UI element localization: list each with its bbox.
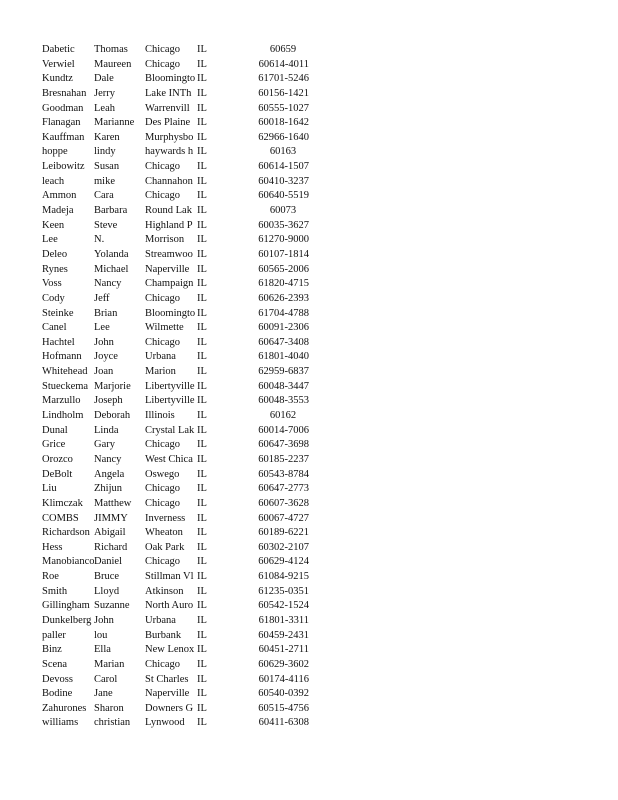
state-cell: IL — [197, 131, 207, 143]
last-name-cell: leach — [42, 175, 65, 187]
zip-cell: 60647-3698 — [258, 439, 309, 451]
last-name-cell: Marzullo — [42, 395, 81, 407]
city-cell: Naperville — [145, 688, 190, 700]
state-cell: IL — [197, 644, 207, 656]
zip-cell: 60647-2773 — [258, 483, 309, 495]
zip-cell: 60035-3627 — [258, 219, 309, 231]
last-name-cell: Hess — [42, 541, 63, 553]
zip-cell: 60163 — [269, 146, 297, 158]
state-cell: IL — [197, 556, 207, 568]
zip-cell: 60459-2431 — [258, 629, 309, 641]
city-cell: Oswego — [145, 468, 180, 480]
last-name-cell: DeBolt — [42, 468, 73, 480]
first-name-cell: Thomas — [94, 44, 128, 55]
city-cell: Urbana — [145, 351, 176, 363]
first-name-cell: Joyce — [94, 351, 118, 363]
zip-cell: 60629-4124 — [258, 556, 309, 568]
first-name-cell: Zhijun — [94, 483, 122, 495]
last-name-cell: Dabetic — [42, 44, 75, 55]
first-name-cell: Suzanne — [94, 600, 130, 612]
last-name-cell: Gillingham — [42, 600, 90, 612]
last-name-cell: Flanagan — [42, 117, 81, 129]
city-cell: Urbana — [145, 614, 176, 626]
first-name-cell: Jerry — [94, 87, 115, 99]
first-name-cell: Cara — [94, 190, 114, 202]
city-cell: Chicago — [145, 161, 180, 173]
last-name-cell: paller — [42, 629, 66, 641]
zip-cell: 60640-5519 — [258, 190, 309, 202]
state-cell: IL — [197, 117, 207, 129]
zip-cell: 61820-4715 — [258, 278, 309, 290]
first-name-cell: lou — [94, 629, 108, 641]
first-name-cell: Maureen — [94, 58, 132, 70]
city-cell: Champaign — [145, 278, 194, 290]
state-cell: IL — [197, 541, 207, 553]
state-cell: IL — [197, 161, 207, 173]
city-cell: haywards h — [145, 146, 194, 158]
last-name-cell: hoppe — [42, 146, 68, 158]
last-name-cell: Dunal — [42, 424, 68, 436]
zip-cell: 60543-8784 — [258, 468, 309, 480]
zip-cell: 60410-3237 — [258, 175, 309, 187]
first-name-cell: Michael — [94, 263, 129, 275]
state-cell: IL — [197, 190, 207, 202]
city-cell: Chicago — [145, 336, 180, 348]
city-cell: Chicago — [145, 556, 180, 568]
state-cell: IL — [197, 688, 207, 700]
last-name-cell: Verwiel — [42, 58, 75, 70]
city-cell: Stillman Vl — [145, 571, 194, 583]
first-name-cell: Steve — [94, 219, 118, 231]
state-cell: IL — [197, 483, 207, 495]
zip-cell: 60626-2393 — [258, 292, 309, 304]
last-name-cell: Liu — [42, 483, 57, 495]
last-name-cell: Goodman — [42, 102, 84, 114]
state-cell: IL — [197, 322, 207, 334]
zip-cell: 61270-9000 — [258, 234, 309, 246]
zip-cell: 61704-4788 — [258, 307, 309, 319]
city-cell: Streamwoo — [145, 248, 193, 260]
first-name-cell: Angela — [94, 468, 125, 480]
first-name-cell: Brian — [94, 307, 118, 319]
city-cell: Libertyville — [145, 395, 195, 407]
last-name-cell: Cody — [42, 292, 65, 304]
zip-cell: 60607-3628 — [258, 497, 309, 509]
first-name-cell: John — [94, 336, 114, 348]
first-name-cell: Marianne — [94, 117, 135, 129]
first-name-cell: Deborah — [94, 410, 131, 422]
zip-cell: 61801-4040 — [258, 351, 309, 363]
city-cell: Chicago — [145, 58, 180, 70]
zip-cell: 62959-6837 — [258, 366, 309, 378]
last-name-cell: Steinke — [42, 307, 74, 319]
zip-cell: 60048-3447 — [258, 380, 309, 392]
state-cell: IL — [197, 380, 207, 392]
state-cell: IL — [197, 234, 207, 246]
first-name-cell: Leah — [94, 102, 115, 114]
city-cell: North Auro — [145, 600, 194, 612]
state-cell: IL — [197, 205, 207, 217]
state-cell: IL — [197, 717, 207, 729]
state-cell: IL — [197, 702, 207, 714]
last-name-cell: COMBS — [42, 512, 79, 524]
last-name-cell: Stueckema — [42, 380, 89, 392]
last-name-cell: Zahurones — [42, 702, 87, 714]
city-cell: Burbank — [145, 629, 182, 641]
city-cell: Naperville — [145, 263, 190, 275]
zip-cell: 60629-3602 — [258, 658, 309, 670]
zip-cell: 60540-0392 — [258, 688, 309, 700]
first-name-cell: JIMMY — [94, 512, 128, 524]
last-name-cell: Keen — [42, 219, 65, 231]
zip-cell: 60189-6221 — [258, 527, 309, 539]
last-name-cell: Grice — [42, 439, 66, 451]
state-cell: IL — [197, 439, 207, 451]
first-name-cell: Abigail — [94, 527, 126, 539]
state-cell: IL — [197, 219, 207, 231]
zip-cell: 60647-3408 — [258, 336, 309, 348]
last-name-cell: Madeja — [42, 205, 74, 217]
last-name-cell: Bodine — [42, 688, 73, 700]
city-cell: Morrison — [145, 234, 185, 246]
state-cell: IL — [197, 278, 207, 290]
last-name-cell: Lindholm — [42, 410, 84, 422]
city-cell: New Lenox — [145, 644, 195, 656]
city-cell: Round Lak — [145, 205, 192, 217]
last-name-cell: Kundtz — [42, 73, 73, 85]
zip-cell: 60107-1814 — [258, 248, 309, 260]
first-name-cell: Matthew — [94, 497, 132, 509]
first-name-cell: Gary — [94, 439, 115, 451]
first-name-cell: mike — [94, 175, 115, 187]
state-cell: IL — [197, 512, 207, 524]
state-cell: IL — [197, 263, 207, 275]
zip-cell: 61084-9215 — [258, 571, 309, 583]
state-cell: IL — [197, 453, 207, 465]
state-cell: IL — [197, 600, 207, 612]
last-name-cell: Devoss — [42, 673, 73, 685]
state-cell: IL — [197, 292, 207, 304]
last-name-cell: Hachtel — [42, 336, 75, 348]
first-name-cell: Linda — [94, 424, 119, 436]
zip-cell: 60302-2107 — [258, 541, 309, 553]
first-name-cell: Marjorie — [94, 380, 131, 392]
zip-cell: 60067-4727 — [258, 512, 309, 524]
first-name-cell: lindy — [94, 146, 116, 158]
zip-cell: 61235-0351 — [258, 585, 309, 597]
city-cell: Chicago — [145, 439, 180, 451]
state-cell: IL — [197, 87, 207, 99]
first-name-cell: Sharon — [94, 702, 124, 714]
city-cell: Bloomingto — [145, 73, 196, 85]
last-name-cell: Klimczak — [42, 497, 83, 509]
first-name-cell: Yolanda — [94, 248, 129, 260]
zip-cell: 60185-2237 — [258, 453, 309, 465]
first-name-cell: Dale — [94, 73, 114, 85]
zip-cell: 60091-2306 — [258, 322, 309, 334]
zip-cell: 60451-2711 — [258, 644, 309, 656]
state-cell: IL — [197, 468, 207, 480]
city-cell: Wheaton — [145, 527, 183, 539]
last-name-cell: Lee — [42, 234, 58, 246]
first-name-cell: Jeff — [94, 292, 110, 304]
last-name-cell: Canel — [42, 322, 67, 334]
state-cell: IL — [197, 102, 207, 114]
state-cell: IL — [197, 571, 207, 583]
zip-cell: 60156-1421 — [258, 87, 309, 99]
city-cell: Bloomingto — [145, 307, 196, 319]
last-name-cell: williams — [42, 717, 79, 729]
zip-cell: 60048-3553 — [258, 395, 309, 407]
city-cell: Oak Park — [145, 541, 185, 553]
city-cell: Chicago — [145, 483, 180, 495]
city-cell: St Charles — [145, 673, 189, 685]
first-name-cell: Richard — [94, 541, 128, 553]
state-cell: IL — [197, 424, 207, 436]
state-cell: IL — [197, 351, 207, 363]
first-name-cell: Nancy — [94, 278, 122, 290]
state-cell: IL — [197, 410, 207, 422]
city-cell: Chicago — [145, 497, 180, 509]
last-name-cell: Orozco — [42, 453, 73, 465]
last-name-cell: Richardson — [42, 527, 90, 539]
state-cell: IL — [197, 366, 207, 378]
city-cell: Des Plaine — [145, 117, 191, 129]
state-cell: IL — [197, 146, 207, 158]
state-cell: IL — [197, 527, 207, 539]
zip-cell: 60073 — [269, 205, 297, 217]
state-cell: IL — [197, 248, 207, 260]
zip-cell: 60614-1507 — [258, 161, 309, 173]
city-cell: Lynwood — [145, 717, 185, 729]
zip-cell: 60542-1524 — [258, 600, 309, 612]
last-name-cell: Bresnahan — [42, 87, 87, 99]
city-cell: Murphysbo — [145, 131, 194, 143]
city-cell: Illinois — [145, 410, 175, 422]
city-cell: Libertyville — [145, 380, 195, 392]
city-cell: Highland P — [145, 219, 193, 231]
first-name-cell: Karen — [94, 131, 120, 143]
first-name-cell: Barbara — [94, 205, 128, 217]
last-name-cell: Rynes — [42, 263, 68, 275]
first-name-cell: Bruce — [94, 571, 120, 583]
zip-cell: 61701-5246 — [258, 73, 309, 85]
last-name-cell: Kauffman — [42, 131, 85, 143]
last-name-cell: Hofmann — [42, 351, 82, 363]
city-cell: Marion — [145, 366, 176, 378]
first-name-cell: Joseph — [94, 395, 123, 407]
first-name-cell: Jane — [94, 688, 113, 700]
city-cell: Channahon — [145, 175, 193, 187]
state-cell: IL — [197, 497, 207, 509]
city-cell: Atkinson — [145, 585, 184, 597]
zip-cell: 60014-7006 — [258, 424, 309, 436]
first-name-cell: John — [94, 614, 114, 626]
first-name-cell: Nancy — [94, 453, 122, 465]
state-cell: IL — [197, 175, 207, 187]
last-name-cell: Binz — [42, 644, 62, 656]
first-name-cell: N. — [94, 234, 105, 246]
first-name-cell: Joan — [94, 366, 114, 378]
first-name-cell: Lee — [94, 322, 110, 334]
city-cell: Lake INTh — [145, 87, 192, 99]
state-cell: IL — [197, 585, 207, 597]
state-cell: IL — [197, 336, 207, 348]
last-name-cell: Smith — [42, 585, 68, 597]
zip-cell: 61801-3311 — [258, 614, 309, 626]
city-cell: Wilmette — [145, 322, 184, 334]
zip-cell: 60659 — [269, 44, 297, 55]
state-cell: IL — [197, 307, 207, 319]
last-name-cell: Ammon — [42, 190, 77, 202]
zip-cell: 60614-4011 — [258, 58, 309, 70]
first-name-cell: christian — [94, 717, 131, 729]
state-cell: IL — [197, 614, 207, 626]
last-name-cell: Leibowitz — [42, 161, 85, 173]
last-name-cell: Roe — [42, 571, 59, 583]
state-cell: IL — [197, 395, 207, 407]
first-name-cell: Daniel — [94, 556, 122, 568]
first-name-cell: Carol — [94, 673, 118, 685]
zip-cell: 60565-2006 — [258, 263, 309, 275]
zip-cell: 60411-6308 — [258, 717, 309, 729]
first-name-cell: Ella — [94, 644, 111, 656]
last-name-cell: Scena — [42, 658, 68, 670]
city-cell: Chicago — [145, 44, 180, 55]
first-name-cell: Susan — [94, 161, 120, 173]
last-name-cell: Whitehead — [42, 366, 88, 378]
first-name-cell: Lloyd — [94, 585, 120, 597]
city-cell: Chicago — [145, 292, 180, 304]
zip-cell: 60174-4116 — [258, 673, 309, 685]
state-cell: IL — [197, 73, 207, 85]
city-cell: Inverness — [145, 512, 186, 524]
state-cell: IL — [197, 658, 207, 670]
city-cell: Chicago — [145, 658, 180, 670]
city-cell: West Chica — [145, 453, 193, 465]
state-cell: IL — [197, 44, 207, 55]
last-name-cell: Voss — [42, 278, 62, 290]
zip-cell: 60515-4756 — [258, 702, 309, 714]
zip-cell: 60162 — [269, 410, 297, 422]
zip-cell: 60555-1027 — [258, 102, 309, 114]
city-cell: Chicago — [145, 190, 180, 202]
last-name-cell: Deleo — [42, 248, 68, 260]
city-cell: Crystal Lak — [145, 424, 195, 436]
last-name-cell: Manobianco — [42, 556, 94, 568]
city-cell: Downers G — [145, 702, 194, 714]
zip-cell: 62966-1640 — [258, 131, 309, 143]
last-name-cell: Dunkelberg — [42, 614, 92, 626]
state-cell: IL — [197, 673, 207, 685]
zip-cell: 60018-1642 — [258, 117, 309, 129]
state-cell: IL — [197, 58, 207, 70]
first-name-cell: Marian — [94, 658, 125, 670]
city-cell: Warrenvill — [145, 102, 190, 114]
state-cell: IL — [197, 629, 207, 641]
